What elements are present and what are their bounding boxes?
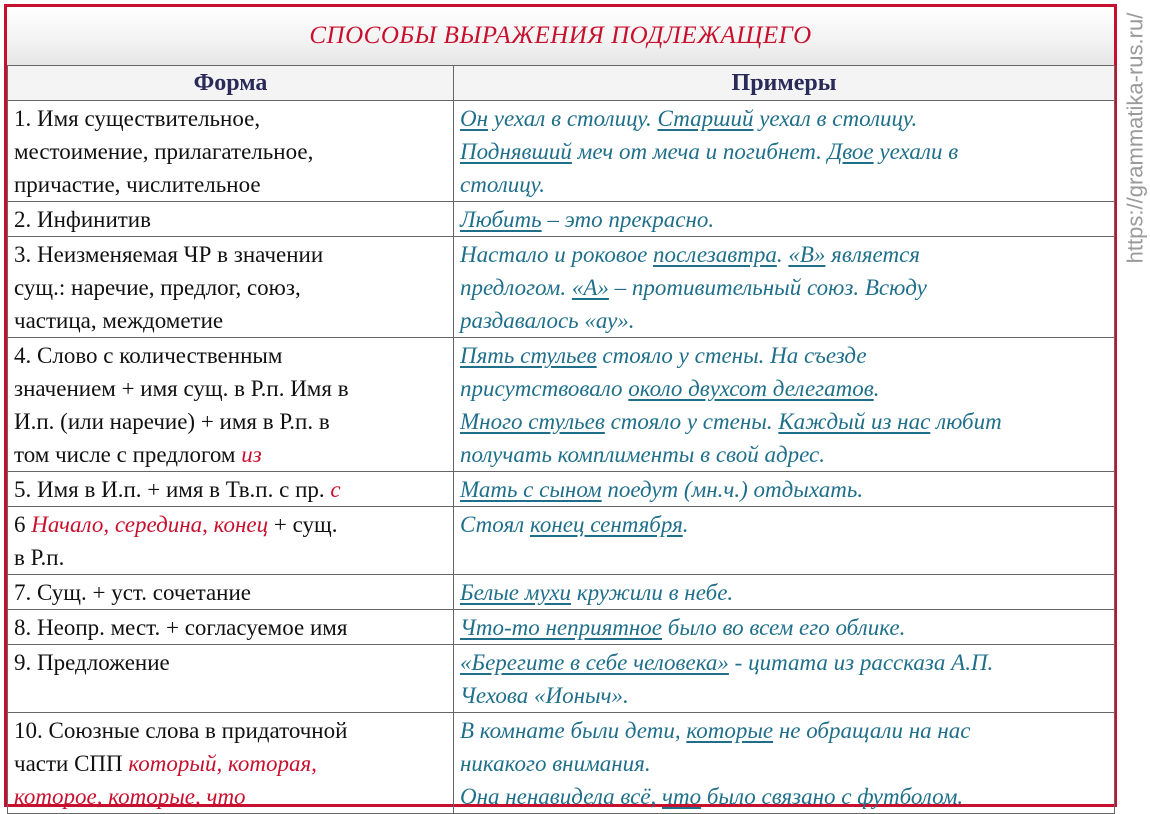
example-cell: Мать с сыном поедут (мн.ч.) отдыхать.	[454, 472, 1115, 507]
table-row	[8, 507, 1115, 575]
example-cell: Пять стульев стояло у стены. На съезде присутствовало около двухсот делегатов. Много стульев стояло у стены. Каждый из нас любит получать комплименты в свой адрес.	[454, 338, 1115, 472]
table-title-bar	[7, 7, 1114, 66]
site-watermark: https://grammatika-rus.ru/	[1122, 12, 1148, 263]
form-cell: 7. Сущ. + уст. сочетание	[8, 575, 454, 610]
table-row	[8, 237, 1115, 338]
form-cell: 8. Неопр. мест. + согласуемое имя	[8, 610, 454, 645]
example-cell: В комнате были дети, которые не обращали на нас никакого внимания. Она ненавидела всё, что было связано с футболом.	[454, 713, 1115, 814]
example-cell: «Берегите в себе человека» - цитата из рассказа А.П. Чехова «Ионыч».	[454, 645, 1115, 713]
table-row	[8, 202, 1115, 237]
table-row	[8, 575, 1115, 610]
form-cell: 6 Начало, середина, конец + сущ. в Р.п.	[8, 507, 454, 575]
table-title: СПОСОБЫ ВЫРАЖЕНИЯ ПОДЛЕЖАЩЕГО	[309, 22, 812, 49]
form-cell: 2. Инфинитив	[8, 202, 454, 237]
header-row	[8, 66, 1115, 101]
example-cell: Что-то неприятное было во всем его облике.	[454, 610, 1115, 645]
table-row	[8, 645, 1115, 713]
example-cell: Любить – это прекрасно.	[454, 202, 1115, 237]
header-examples: Примеры	[454, 66, 1115, 101]
table-row	[8, 338, 1115, 472]
form-cell: 5. Имя в И.п. + имя в Тв.п. с пр. с	[8, 472, 454, 507]
form-cell: 3. Неизменяемая ЧР в значении сущ.: наречие, предлог, союз, частица, междометие	[8, 237, 454, 338]
form-cell: 4. Слово с количественным значением + имя сущ. в Р.п. Имя в И.п. (или наречие) + имя в Р.п. в том числе с предлогом из	[8, 338, 454, 472]
header-form: Форма	[8, 66, 454, 101]
subject-table	[7, 65, 1115, 814]
form-cell: 1. Имя существительное, местоимение, прилагательное, причастие, числительное	[8, 101, 454, 202]
table-frame	[4, 4, 1117, 807]
example-cell: Он уехал в столицу. Старший уехал в столицу. Поднявший меч от меча и погибнет. Двое уехали в столицу.	[454, 101, 1115, 202]
example-cell: Белые мухи кружили в небе.	[454, 575, 1115, 610]
example-cell: Настало и роковое послезавтра. «В» является предлогом. «А» – противительный союз. Всюду раздавалось «ау».	[454, 237, 1115, 338]
table-row	[8, 610, 1115, 645]
example-cell: Стоял конец сентября.	[454, 507, 1115, 575]
form-cell: 9. Предложение	[8, 645, 454, 713]
form-cell: 10. Союзные слова в придаточной части СПП который, которая, которое, которые, что	[8, 713, 454, 814]
table-row	[8, 713, 1115, 814]
table-row	[8, 101, 1115, 202]
table-row	[8, 472, 1115, 507]
